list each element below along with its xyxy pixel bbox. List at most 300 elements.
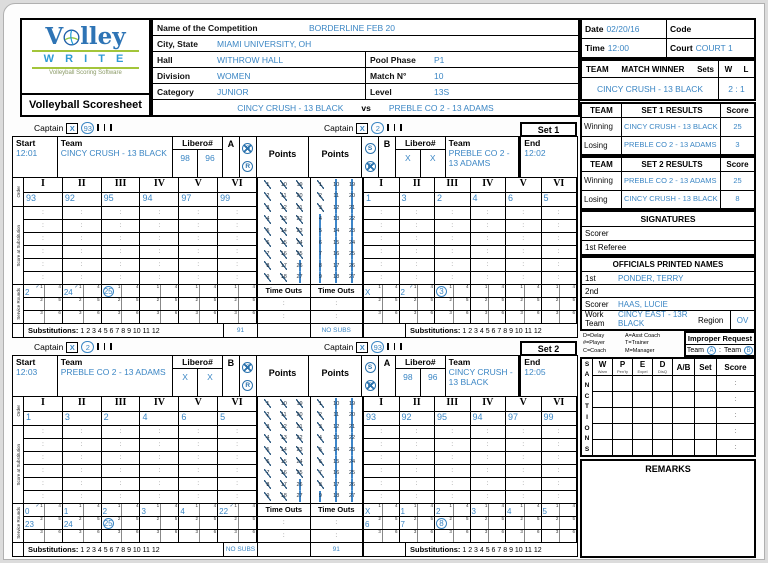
note-cell xyxy=(364,324,406,337)
point-number: 17 xyxy=(328,479,344,491)
officials-title: OFFICIALS PRINTED NAMES xyxy=(582,258,754,272)
score-sub-cell: : xyxy=(140,491,179,503)
score-sub-cell: : xyxy=(63,452,102,464)
round-corner-number: 1 xyxy=(484,503,488,508)
substitutions-label: Substitutions: 1 2 3 4 5 6 7 8 9 10 11 12 xyxy=(28,545,160,554)
score-sub-cell: : xyxy=(179,272,218,284)
order-label: Order xyxy=(15,405,21,417)
player-number: 99 xyxy=(542,412,578,425)
round-corner-number: 5 xyxy=(501,297,504,302)
round-corner-number: 4 xyxy=(58,284,61,289)
point-number: 7 xyxy=(313,467,329,479)
check-mark: ✓ xyxy=(35,284,40,290)
set1-winning-label: Winning xyxy=(582,118,622,136)
point-number: 20 xyxy=(344,191,360,203)
check-mark: ✓ xyxy=(229,503,234,509)
point-number: 27 xyxy=(292,491,308,503)
score-sub-cell: : xyxy=(400,272,436,284)
signatures-box xyxy=(580,210,756,256)
round-corner-number: 1 xyxy=(156,503,160,508)
point-number: 19 xyxy=(344,179,360,191)
set1-winning-team: CINCY CRUSH - 13 BLACK xyxy=(624,121,718,131)
note-cell xyxy=(364,543,406,556)
service-round-cell xyxy=(506,517,542,529)
service-round-cell xyxy=(24,311,63,323)
service-round-cell xyxy=(218,530,257,542)
point-number: 27 xyxy=(344,272,360,284)
score-sub-cell: : xyxy=(63,207,102,219)
team-b-name: CINCY CRUSH - 13 BLACK xyxy=(448,367,513,387)
order-col: V xyxy=(179,178,218,192)
service-round-cell xyxy=(471,504,507,516)
captain-row xyxy=(12,341,578,355)
set2-winning-label: Winning xyxy=(582,172,622,190)
order-header-row xyxy=(24,397,257,412)
order-col: VI xyxy=(542,178,578,192)
score-sub-cell: : xyxy=(179,259,218,271)
round-corner-number: 5 xyxy=(501,516,504,521)
sanctions-cell xyxy=(613,376,633,391)
score-sub-cell: : xyxy=(506,207,542,219)
point-number: 8 xyxy=(313,260,329,272)
round-corner-number: 3 xyxy=(449,529,452,534)
order-col: III xyxy=(102,397,141,411)
players-row xyxy=(364,412,577,426)
round-corner-number: 5 xyxy=(213,516,217,521)
service-score: 0 xyxy=(25,507,30,516)
round-corner-number: 4 xyxy=(135,284,139,289)
score-sub-row xyxy=(24,220,257,233)
round-corner-number: 5 xyxy=(135,516,139,521)
point-number: 6 xyxy=(260,237,276,249)
point-number: 18 xyxy=(328,491,344,503)
region-value: OV xyxy=(730,311,754,329)
round-corner-number: 1 xyxy=(449,284,452,289)
score-sub-cell: : xyxy=(102,452,141,464)
signature-scorer-row: Scorer xyxy=(582,227,754,241)
round-corner-number: 1 xyxy=(484,284,488,289)
legend-player: #=Player xyxy=(583,340,605,347)
captain-number: 93 xyxy=(81,122,94,134)
point-number: 11 xyxy=(328,410,344,422)
sanctions-cell xyxy=(633,392,653,407)
score-sub-cell: : xyxy=(179,233,218,245)
service-round-cell xyxy=(218,311,257,323)
service-round-cell xyxy=(179,311,218,323)
sanctions-cell xyxy=(613,424,633,439)
service-score: 6 xyxy=(365,520,370,529)
score-sub-row xyxy=(24,465,257,478)
score-sub-cell: : xyxy=(140,426,179,438)
round-corner-number: 1 xyxy=(117,503,121,508)
round-corner-number: 3 xyxy=(520,310,523,315)
round-corner-number: 5 xyxy=(394,516,398,521)
score-sub-cell: : xyxy=(140,246,179,258)
round-corner-number: 3 xyxy=(156,529,160,534)
team-letter: B xyxy=(379,137,396,177)
round-corner-number: 6 xyxy=(465,529,469,534)
team-label: Team xyxy=(60,357,83,367)
point-number: 13 xyxy=(276,433,292,445)
captain-check: X xyxy=(66,123,78,134)
service-round-cell xyxy=(179,530,218,542)
point-number: 17 xyxy=(276,479,292,491)
point-number: 12 xyxy=(328,421,344,433)
point-number: 4 xyxy=(313,433,329,445)
check-mark: ✓ xyxy=(35,503,40,509)
score-sub-cell: : xyxy=(364,439,400,451)
round-corner-number: 5 xyxy=(97,297,100,302)
score-sub-cell: : xyxy=(140,259,179,271)
point-number: 10 xyxy=(276,398,292,410)
score-sub-cell: : xyxy=(542,220,578,232)
receive-circle: R xyxy=(242,161,253,172)
point-number: 1 xyxy=(313,179,329,191)
logo-box xyxy=(20,18,151,117)
order-col: VI xyxy=(542,397,578,411)
score-sub-cell: : xyxy=(102,272,141,284)
set1-losing-team: PREBLE CO 2 - 13 ADAMS xyxy=(624,140,717,150)
score-sub-cell: : xyxy=(179,452,218,464)
service-score: X xyxy=(365,288,371,297)
point-number: 19 xyxy=(292,398,308,410)
round-corner-number: 6 xyxy=(394,529,398,534)
order-col: I xyxy=(364,397,400,411)
point-number: 6 xyxy=(313,456,329,468)
score-sub-cell: : xyxy=(218,233,257,245)
service-round-cell xyxy=(140,298,179,310)
point-number: 15 xyxy=(328,456,344,468)
serve-circle: S xyxy=(365,143,376,154)
player-number: 4 xyxy=(140,412,179,425)
points-header: Points xyxy=(309,137,362,177)
score-sub-cell: : xyxy=(400,246,436,258)
player-number: 97 xyxy=(179,193,218,206)
captain-right xyxy=(324,341,407,353)
score-sub-cell: : xyxy=(140,207,179,219)
score-sub-cell: : xyxy=(24,207,63,219)
division-row xyxy=(153,68,578,84)
round-corner-number: 5 xyxy=(536,297,540,302)
score-sub-cell: : xyxy=(24,465,63,477)
score-sub-cell: : xyxy=(140,439,179,451)
score-sub-cell: : xyxy=(471,220,507,232)
service-round-cell xyxy=(400,285,436,297)
service-score: 4 xyxy=(180,507,185,516)
substitution-note: 91 xyxy=(223,324,257,337)
service-round-cell xyxy=(102,530,141,542)
points-box-left xyxy=(258,178,311,284)
captain-left xyxy=(34,122,117,134)
round-corner-number: 4 xyxy=(174,284,178,289)
legend-manager: M=Manager xyxy=(625,347,655,354)
service-round-cell xyxy=(400,298,436,310)
score-sub-cell: : xyxy=(435,233,471,245)
round-corner-number: 2 xyxy=(117,516,121,521)
sanctions-cell xyxy=(613,408,633,423)
score-sub-cell: : xyxy=(140,220,179,232)
set-label: Set 1 xyxy=(520,122,577,137)
captain-label: Captain xyxy=(324,342,354,352)
service-round-cell xyxy=(63,311,102,323)
service-round-cell xyxy=(102,517,141,529)
service-rounds-label: Service Rounds xyxy=(15,288,21,320)
legend-delay: D=Delay xyxy=(583,332,605,339)
order-col: III xyxy=(435,397,471,411)
score-sub-cell: : xyxy=(102,465,141,477)
score-sub-cell: : xyxy=(542,259,578,271)
score-sub-cell: : xyxy=(218,207,257,219)
round-corner-number: 3 xyxy=(195,529,199,534)
point-number: 22 xyxy=(292,214,308,226)
point-number: 1 xyxy=(260,398,276,410)
service-round-cell xyxy=(24,285,63,297)
point-number: 13 xyxy=(328,433,344,445)
point-number: 7 xyxy=(313,248,329,260)
score-sub-cell: : xyxy=(63,465,102,477)
score-sub-cell: : xyxy=(542,452,578,464)
round-corner-number: 5 xyxy=(252,297,255,302)
substitutions-row xyxy=(24,543,257,556)
order-col: VI xyxy=(218,397,257,411)
round-corner-number: 1 xyxy=(79,503,82,508)
player-number: 3 xyxy=(400,193,436,206)
service-round-cell xyxy=(179,504,218,516)
round-corner-number: 4 xyxy=(252,503,255,508)
team-label: Team xyxy=(448,138,471,148)
score-grid xyxy=(12,178,578,338)
points-box-right xyxy=(311,397,363,503)
point-number: 5 xyxy=(260,444,276,456)
service-score: 25 xyxy=(103,519,113,528)
point-number: 27 xyxy=(292,272,308,284)
point-number: 17 xyxy=(276,260,292,272)
round-corner-number: 4 xyxy=(174,503,178,508)
score-sub-row xyxy=(364,233,577,246)
points-header: Points xyxy=(257,137,310,177)
service-round-cell xyxy=(400,530,436,542)
sanctions-table xyxy=(580,357,756,457)
round-corner-number: 6 xyxy=(465,310,469,315)
player-number: 1 xyxy=(24,412,63,425)
service-round-cell xyxy=(63,504,102,516)
round-corner-number: 3 xyxy=(484,310,488,315)
score-sub-cell: : xyxy=(63,478,102,490)
service-round-cell xyxy=(435,298,471,310)
points-header: Points xyxy=(309,356,362,396)
point-number: 15 xyxy=(276,456,292,468)
sanctions-cell xyxy=(593,408,613,423)
check-mark: ✓ xyxy=(74,284,79,290)
round-corner-number: 5 xyxy=(394,297,398,302)
score-sub-cell: : xyxy=(542,233,578,245)
team-b-name: PREBLE CO 2 - 13 ADAMS xyxy=(448,148,510,168)
sanctions-col-score: Score xyxy=(724,362,747,372)
points-box-left xyxy=(258,397,311,503)
score-sub-cell: : xyxy=(179,426,218,438)
round-corner-number: 6 xyxy=(174,529,178,534)
point-number: 9 xyxy=(313,272,329,284)
score-sub-cell: : xyxy=(471,272,507,284)
matchup-vs: vs xyxy=(361,102,371,113)
serve-receive xyxy=(362,137,379,177)
point-number: 3 xyxy=(260,202,276,214)
score-sub-cell: : xyxy=(435,220,471,232)
score-sub-cell: : xyxy=(24,426,63,438)
substitution-note: NO SUBS xyxy=(223,543,257,556)
sanctions-cell xyxy=(653,392,673,407)
service-round-cell xyxy=(435,530,471,542)
round-corner-number: 5 xyxy=(252,516,255,521)
set1-sheet xyxy=(12,122,578,339)
score-sub-cell: : xyxy=(435,259,471,271)
points-column xyxy=(257,397,363,556)
point-number: 22 xyxy=(344,214,360,226)
round-corner-number: 6 xyxy=(394,310,398,315)
round-corner-number: 2 xyxy=(555,297,559,302)
round-corner-number: 1 xyxy=(378,284,381,289)
timeouts-header: Time Outs xyxy=(317,505,355,514)
sanctions-row xyxy=(593,392,754,408)
score-sub-cell: : xyxy=(63,246,102,258)
point-number: 9 xyxy=(260,272,276,284)
order-col: IV xyxy=(471,178,507,192)
round-corner-number: 6 xyxy=(501,529,504,534)
round-corner-number: 6 xyxy=(430,529,433,534)
point-number: 13 xyxy=(328,214,344,226)
captain-label: Captain xyxy=(324,123,354,133)
division-label: Division xyxy=(157,70,191,81)
order-col: V xyxy=(506,178,542,192)
winner-team-col-label: TEAM xyxy=(586,64,609,74)
point-number: 25 xyxy=(344,248,360,260)
receive-circle: R xyxy=(365,161,376,172)
score-sub-cell: : xyxy=(400,220,436,232)
score-sub-cell: : xyxy=(218,465,257,477)
player-number: 95 xyxy=(102,193,141,206)
score-sub-cell: : xyxy=(24,246,63,258)
captain-ticks xyxy=(387,342,407,352)
sanctions-cell xyxy=(593,376,613,391)
substitution-note: NO SUBS xyxy=(321,327,351,334)
sanctions-cell xyxy=(695,392,717,407)
player-number: 97 xyxy=(506,412,542,425)
round-corner-number: 2 xyxy=(156,516,160,521)
score-sub-row xyxy=(24,478,257,491)
score-sub-cell: : xyxy=(179,478,218,490)
substitutions-label: Substitutions: 1 2 3 4 5 6 7 8 9 10 11 12 xyxy=(410,326,542,335)
score-sub-cell: : xyxy=(542,207,578,219)
service-score: 3 xyxy=(141,507,146,516)
substitution-note: 91 xyxy=(332,546,340,553)
round-corner-number: 3 xyxy=(520,529,523,534)
libero-2: 96 xyxy=(428,372,438,382)
hall-row xyxy=(153,52,578,68)
service-score: 4 xyxy=(507,507,512,516)
round-corner-number: 4 xyxy=(58,503,61,508)
point-number: 24 xyxy=(292,237,308,249)
round-corner-number: 1 xyxy=(520,503,523,508)
sanctions-col-set: Set xyxy=(695,359,717,375)
order-col: III xyxy=(102,178,141,192)
region-label: Region xyxy=(698,315,724,325)
round-corner-number: 4 xyxy=(252,284,255,289)
serve-circle: S xyxy=(242,362,253,373)
round-corner-number: 6 xyxy=(572,310,575,315)
score-sub-cell: : xyxy=(506,491,542,503)
serve-receive xyxy=(240,137,257,177)
improper-team-a-label: Team xyxy=(686,346,705,354)
note-cell xyxy=(258,543,311,556)
point-number: 14 xyxy=(276,225,292,237)
score-sub-cell: : xyxy=(435,452,471,464)
set2-losing-team: CINCY CRUSH - 13 BLACK xyxy=(624,194,718,204)
service-round-cell xyxy=(24,530,63,542)
round-corner-number: 4 xyxy=(394,503,398,508)
score-sub-label: Score at Substitution xyxy=(15,443,21,486)
point-number: 24 xyxy=(344,456,360,468)
set2-winning-team: PREBLE CO 2 - 13 ADAMS xyxy=(624,175,717,185)
sheet-title: Volleyball Scoresheet xyxy=(22,93,149,115)
point-number: 24 xyxy=(344,237,360,249)
timeouts-right: : : xyxy=(311,298,363,323)
service-score: 2 xyxy=(400,288,405,297)
libero-1: 98 xyxy=(396,369,421,396)
sanction-legend xyxy=(580,331,756,357)
legend-trainer: T=Trainer xyxy=(625,340,649,347)
round-corner-number: 5 xyxy=(135,297,139,302)
captain-number: 93 xyxy=(371,341,384,353)
point-number: 20 xyxy=(292,191,308,203)
score-sub-cell: : xyxy=(435,465,471,477)
sanctions-cell xyxy=(653,376,673,391)
point-number: 10 xyxy=(328,179,344,191)
category-value: JUNIOR xyxy=(217,86,249,97)
service-round-cell xyxy=(24,298,63,310)
captain-ticks xyxy=(387,123,407,133)
category-row xyxy=(153,84,578,100)
score-sub-cell: : xyxy=(102,246,141,258)
score-sub-cell: : xyxy=(140,233,179,245)
round-corner-number: 5 xyxy=(58,516,61,521)
round-corner-number: 4 xyxy=(135,503,139,508)
point-number: 2 xyxy=(260,410,276,422)
sanctions-cell xyxy=(673,376,695,391)
winner-sets-label: Sets xyxy=(697,64,714,74)
check-mark: ✓ xyxy=(409,284,414,290)
round-corner-number: 3 xyxy=(79,529,82,534)
points-header: Points xyxy=(257,356,310,396)
remarks-box xyxy=(580,459,756,558)
score-sub-cell: : xyxy=(400,426,436,438)
sanctions-cell: : xyxy=(734,380,737,387)
point-number: 14 xyxy=(328,444,344,456)
competition-name-label: Name of the Competition xyxy=(157,22,258,33)
set2-results xyxy=(580,156,756,210)
service-score: 1 xyxy=(63,507,69,516)
service-round-cell xyxy=(542,311,578,323)
service-round-cell xyxy=(140,504,179,516)
serve-circle: S xyxy=(365,362,376,373)
point-number: 21 xyxy=(344,421,360,433)
players-row xyxy=(24,412,257,426)
score-sub-row xyxy=(364,207,577,220)
score-sub-cell: : xyxy=(400,452,436,464)
round-corner-number: 1 xyxy=(40,284,43,289)
player-number: 94 xyxy=(140,193,179,206)
point-number: 23 xyxy=(292,225,308,237)
service-round-cell xyxy=(140,311,179,323)
